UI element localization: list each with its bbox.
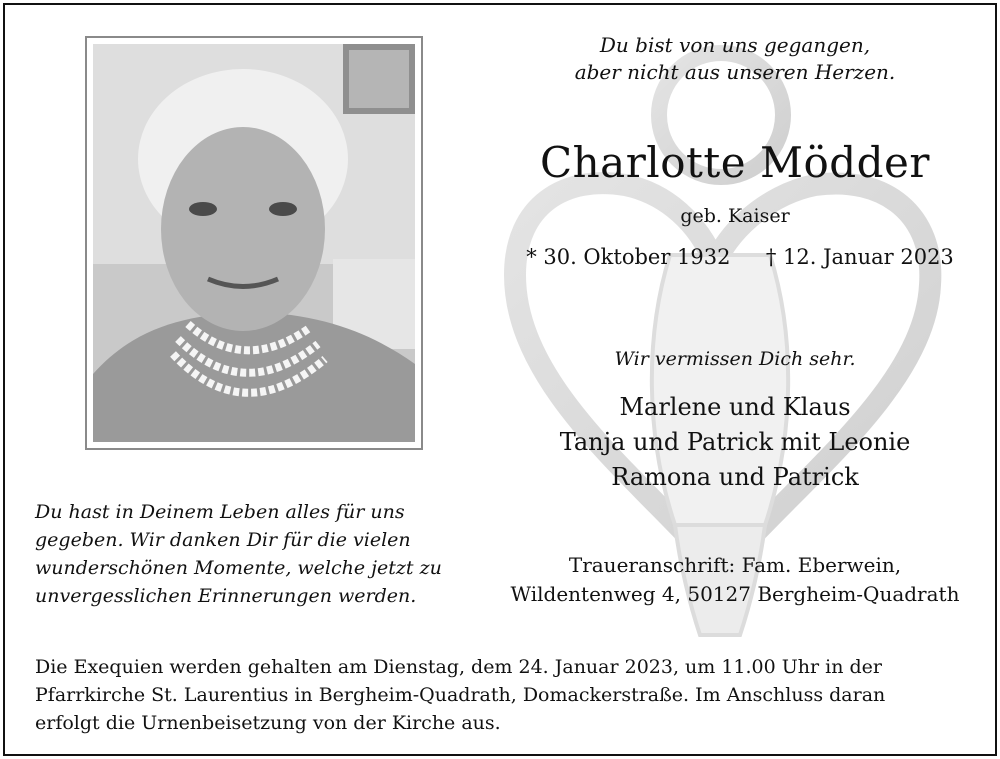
service-line: Pfarrkirche St. Laurentius in Bergheim-Quadrath, Domackerstraße. Im Anschluss daran (35, 684, 886, 706)
thanks-line: gegeben. Wir danken Dir für die vielen (35, 529, 411, 551)
family-member: Ramona und Patrick (611, 463, 859, 491)
service-line: Die Exequien werden gehalten am Dienstag, dem 24. Januar 2023, um 11.00 Uhr in der (35, 656, 882, 678)
mourning-address (485, 551, 985, 609)
angel-heart-watermark (475, 5, 975, 645)
motto-line: Du bist von uns gegangen, (599, 33, 871, 57)
life-dates (525, 243, 955, 271)
birth-date: * 30. Oktober 1932 (526, 245, 731, 269)
miss-line: Wir vermissen Dich sehr. (614, 348, 856, 370)
thanks-line: unvergesslichen Erinnerungen werden. (35, 585, 417, 607)
birth-name: geb. Kaiser (680, 205, 790, 227)
deceased-name: Charlotte Mödder (540, 138, 930, 187)
family-member: Tanja und Patrick mit Leonie (559, 428, 911, 456)
obituary-notice (3, 3, 997, 756)
thanks-line: wunderschönen Momente, welche jetzt zu (35, 557, 442, 579)
motto (515, 32, 955, 86)
service-line: erfolgt die Urnenbeisetzung von der Kirche aus. (35, 712, 501, 734)
address-line: Wildentenweg 4, 50127 Bergheim-Quadrath (510, 582, 960, 606)
service-text (35, 653, 967, 737)
family-member: Marlene und Klaus (619, 393, 851, 421)
motto-line: aber nicht aus unseren Herzen. (574, 60, 896, 84)
death-date: † 12. Januar 2023 (765, 245, 954, 269)
family-list (485, 390, 985, 495)
thanks-line: Du hast in Deinem Leben alles für uns (35, 501, 405, 523)
portrait-photo (93, 44, 415, 442)
thanks-text (35, 498, 469, 610)
portrait-frame (85, 36, 423, 450)
address-line: Traueranschrift: Fam. Eberwein, (568, 553, 902, 577)
